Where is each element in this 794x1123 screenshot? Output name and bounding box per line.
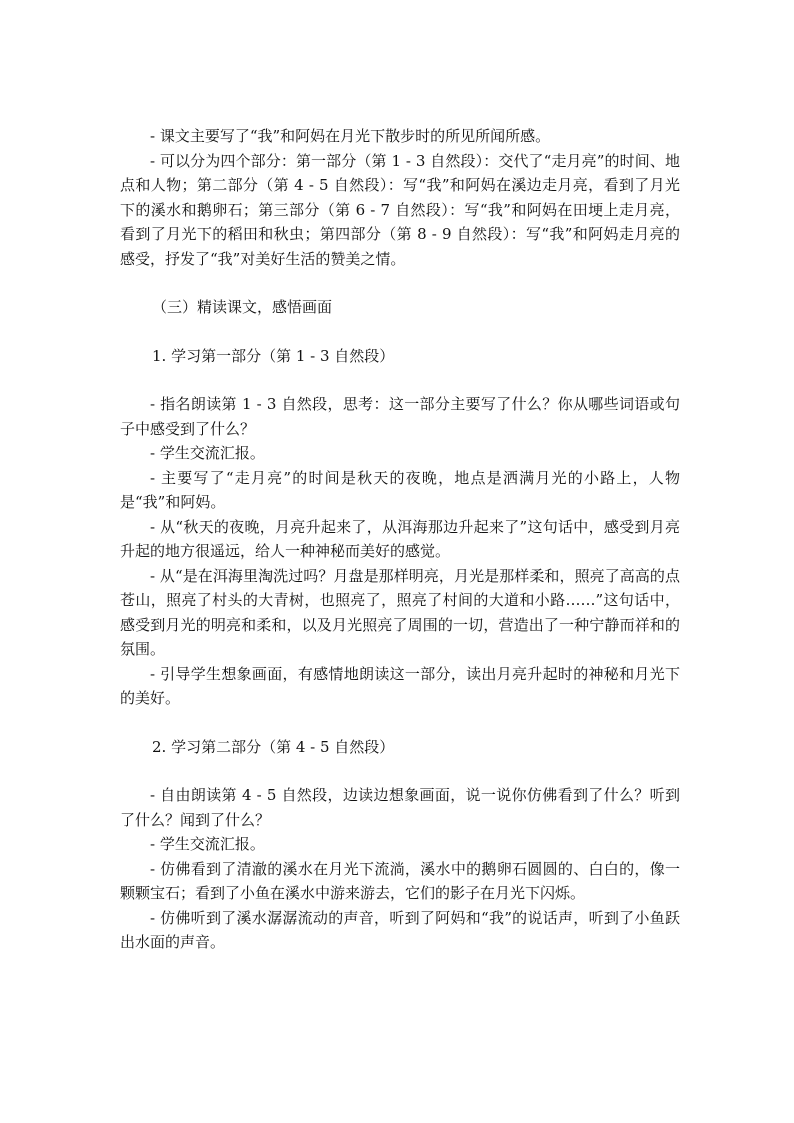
part1-heading: 1. 学习第一部分（第 1 - 3 自然段） bbox=[152, 346, 395, 365]
part1-item-6: - 引导学生想象画面，有感情地朗读这一部分，读出月亮升起时的神秘和月光下的美好。 bbox=[120, 664, 680, 707]
spacer bbox=[120, 711, 680, 735]
part2-item-3: - 仿佛看到了清澈的溪水在月光下流淌，溪水中的鹅卵石圆圆的、白白的，像一颗颗宝石；看到了小鱼在溪水中游来游去，它们的影子在月光下闪烁。 bbox=[120, 859, 680, 902]
spacer bbox=[120, 368, 680, 392]
section-heading: （三）精读课文，感悟画面 bbox=[152, 298, 333, 316]
spacer bbox=[120, 271, 680, 295]
part1-item-2: - 学生交流汇报。 bbox=[150, 444, 265, 462]
spacer bbox=[120, 320, 680, 344]
part1-item-3: - 主要写了“走月亮”的时间是秋天的夜晚，地点是洒满月光的小路上，人物是“我”和阿妈。 bbox=[120, 468, 680, 511]
summary-paragraph-1: - 课文主要写了“我”和阿妈在月光下散步时的所见所闻所感。 bbox=[150, 127, 551, 145]
part2-heading: 2. 学习第二部分（第 4 - 5 自然段） bbox=[152, 737, 395, 756]
part1-item-4: - 从“秋天的夜晚，月亮升起来了，从洱海那边升起来了”这句话中，感受到月亮升起的地方很遥远，给人一种神秘而美好的感觉。 bbox=[120, 517, 680, 560]
part2-item-1: - 自由朗读第 4 - 5 自然段，边读边想象画面，说一说你仿佛看到了什么？听到了什么？闻到了什么？ bbox=[120, 786, 680, 829]
summary-paragraph-2: - 可以分为四个部分：第一部分（第 1 - 3 自然段）：交代了“走月亮”的时间、地点和人物；第二部分（第 4 - 5 自然段）：写“我”和阿妈在溪边走月亮，看到了月光下的溪水和鹅卵石；第三部分（第 6 - 7 自然段）：写“我”和阿妈在田埂上走月亮，看到了月光下的稻田和秋虫；第四部分（第 8 - 9 自然段）：写“我”和阿妈走月亮的感受，抒发了“我”对美好生活的赞美之情。 bbox=[120, 151, 680, 268]
part2-item-2: - 学生交流汇报。 bbox=[150, 835, 265, 853]
document-body bbox=[120, 124, 680, 955]
spacer bbox=[120, 759, 680, 783]
part1-item-5: - 从“是在洱海里淘洗过吗？月盘是那样明亮，月光是那样柔和，照亮了高高的点苍山，照亮了村头的大青树，也照亮了，照亮了村间的大道和小路……”这句话中，感受到月光的明亮和柔和，以及月光照亮了周围的一切，营造出了一种宁静而祥和的氛围。 bbox=[120, 566, 680, 658]
part1-item-1: - 指名朗读第 1 - 3 自然段，思考：这一部分主要写了什么？你从哪些词语或句子中感受到了什么？ bbox=[120, 395, 680, 438]
part2-item-4: - 仿佛听到了溪水潺潺流动的声音，听到了阿妈和“我”的说话声，听到了小鱼跃出水面的声音。 bbox=[120, 908, 680, 951]
